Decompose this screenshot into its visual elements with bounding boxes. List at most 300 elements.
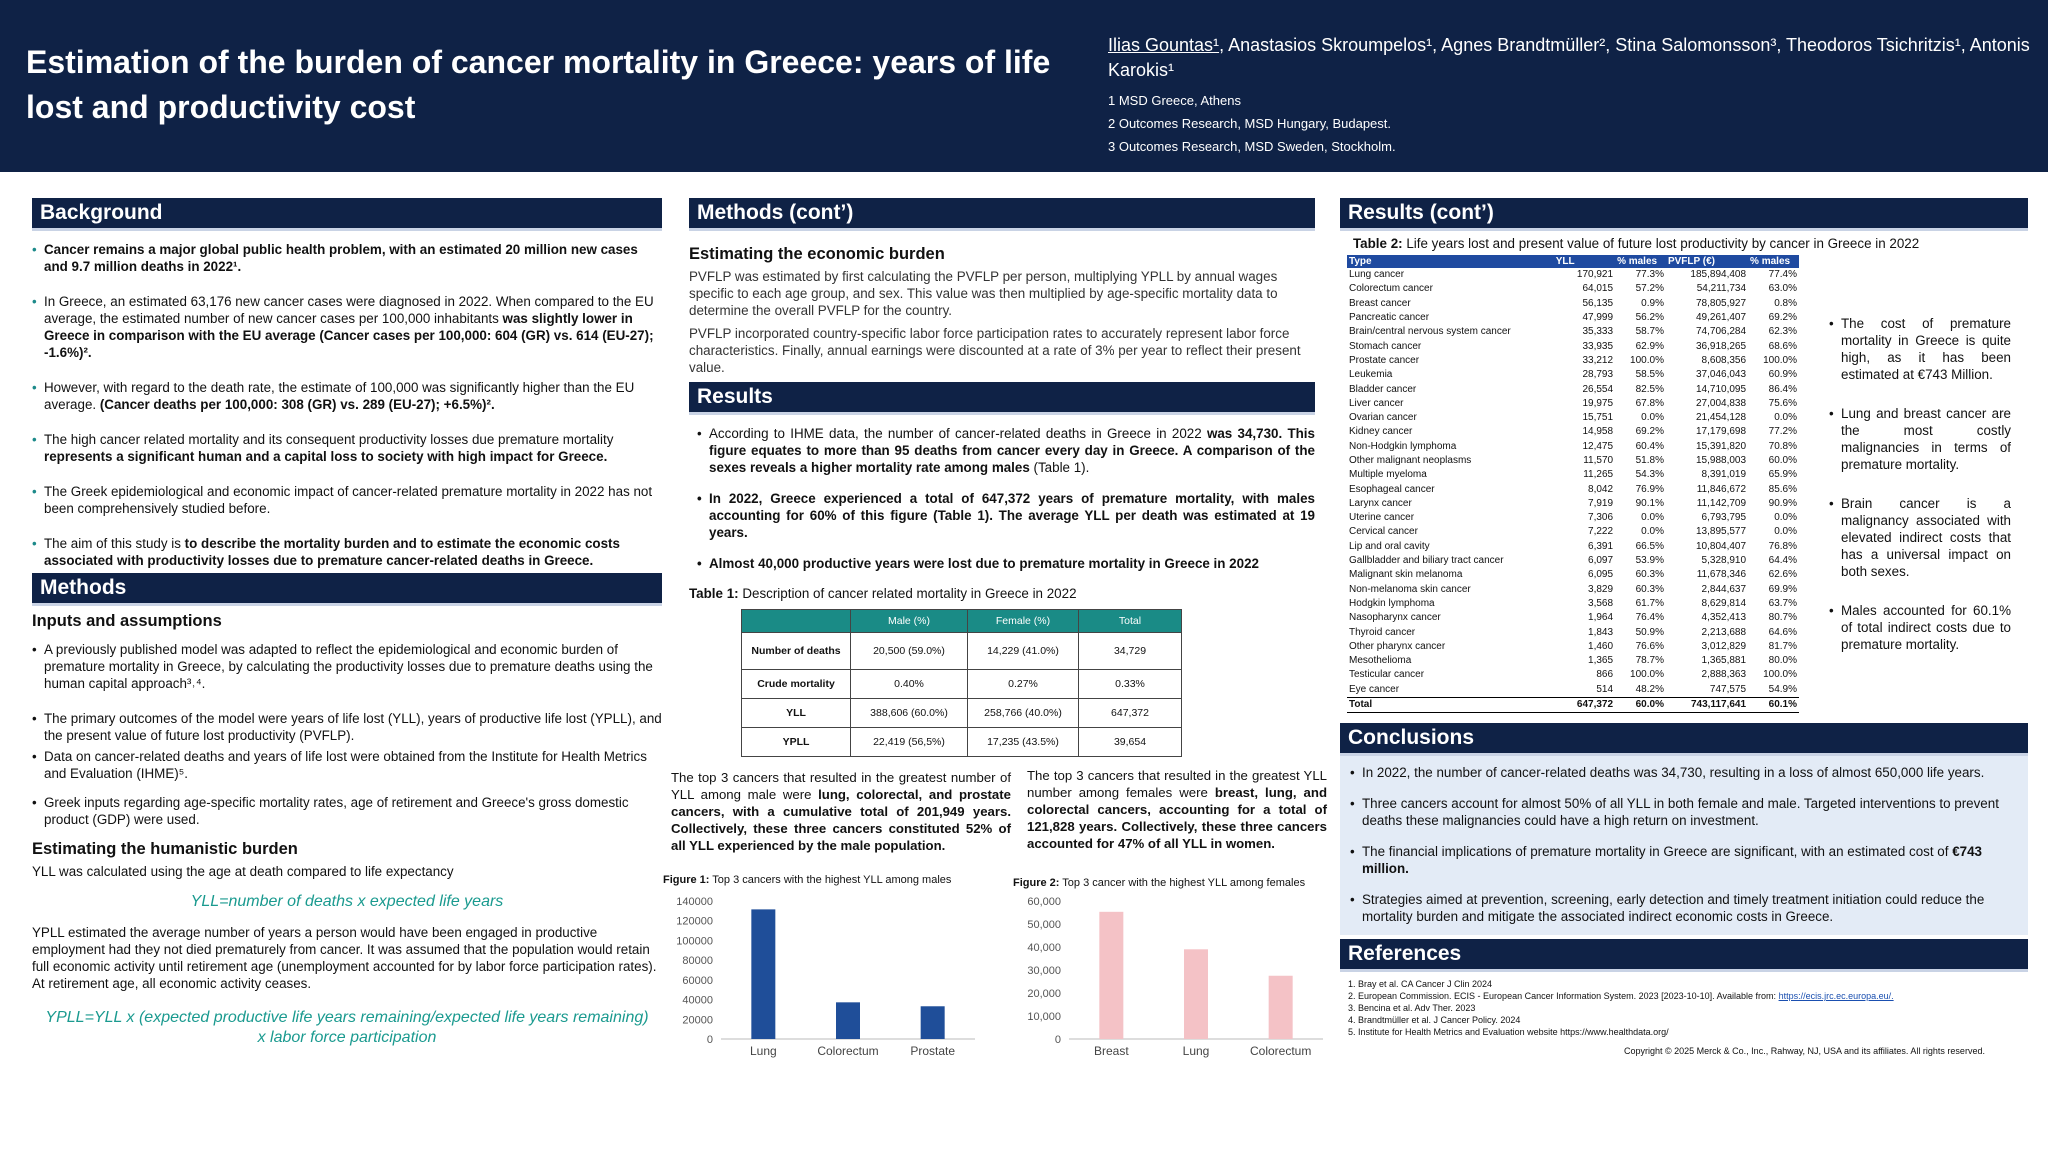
- table-cell: Malignant skin melanoma: [1349, 569, 1463, 581]
- table-row: [1347, 397, 1799, 411]
- y-tick-label: 0: [1054, 1034, 1061, 1046]
- list-item: • Males accounted for 60.1% of total indirect costs due to premature mortality.: [1841, 602, 2011, 653]
- figures-area: [663, 768, 1328, 1169]
- table-cell: 64,015: [1582, 283, 1614, 295]
- y-tick-label: 20000: [682, 1014, 713, 1027]
- table-cell: 60.9%: [1768, 369, 1797, 381]
- table-cell: 13,895,577: [1695, 526, 1747, 538]
- table-cell: 26,554: [1582, 383, 1614, 395]
- table-cell: 78,805,927: [1695, 297, 1747, 309]
- reference-item: 4. Brandtmüller et al. J Cancer Policy. 2024: [1358, 1014, 2028, 1026]
- table-cell: 47,999: [1582, 312, 1614, 324]
- table-cell: 37,046,043: [1695, 369, 1747, 381]
- table-cell: 19,975: [1582, 397, 1614, 409]
- table-cell: Lung cancer: [1349, 269, 1405, 281]
- table-cell: 100.0%: [1763, 669, 1797, 681]
- table1-header: Male (%): [851, 610, 968, 633]
- table-cell: 60.4%: [1635, 440, 1664, 452]
- table-cell: 17,179,698: [1695, 426, 1747, 438]
- table-cell: 80.7%: [1768, 612, 1797, 624]
- table-cell: 60.1%: [1748, 697, 1799, 712]
- references-list: [1340, 978, 2028, 1038]
- list-item: • Three cancers account for almost 50% of all YLL in both female and male. Targeted interventions to prevent deaths these malignancies could have a high return on investment.: [1362, 795, 2020, 829]
- first-author: Ilias Gountas¹: [1108, 35, 1220, 55]
- table-cell: 7,306: [1588, 512, 1614, 524]
- table1-header: Female (%): [968, 610, 1079, 633]
- table-cell: 77.4%: [1768, 269, 1797, 281]
- table-cell: 0.0%: [1774, 512, 1797, 524]
- methods-heading: Methods: [32, 573, 662, 606]
- y-tick-label: 100000: [676, 935, 713, 948]
- table-cell: 1,365: [1588, 655, 1614, 667]
- list-item: • The cost of premature mortality in Greece is quite high, as it has been estimated at €743 Million.: [1841, 315, 2011, 383]
- list-item: • According to IHME data, the number of cancer-related deaths in Greece in 2022 was 34,730. This figure equates to more than 95 deaths from cancer every day in Greece. A comparison of the sexes reveals a higher mortality rate among males (Table 1).: [709, 425, 1315, 476]
- table-cell: Cervical cancer: [1349, 526, 1418, 538]
- table-row: [1347, 354, 1799, 368]
- table2-header: YLL: [1554, 255, 1615, 268]
- list-item: • The primary outcomes of the model were years of life lost (YLL), years of productive life lost (YPLL), and the present value of future lost productivity (PVFLP).: [44, 710, 662, 744]
- table-cell: 51.8%: [1635, 455, 1664, 466]
- table-2: [1347, 255, 1799, 713]
- table-row: [1347, 311, 1799, 325]
- table2-header: PVFLP (€): [1666, 255, 1748, 268]
- y-tick-label: 80000: [682, 955, 713, 968]
- table-cell: 65.9%: [1768, 469, 1797, 481]
- methods-cont-heading: Methods (cont’): [689, 198, 1315, 231]
- table-cell: 7,222: [1588, 526, 1614, 538]
- table-row: [1347, 640, 1799, 654]
- table-cell: 54.3%: [1635, 469, 1664, 481]
- table-cell: 1,843: [1588, 626, 1614, 638]
- table-cell: 8,629,814: [1701, 597, 1747, 609]
- methods-list: [32, 641, 662, 828]
- table-row: [1347, 425, 1799, 439]
- results-cont-body: [1340, 255, 2028, 713]
- table-cell: 1,964: [1588, 612, 1614, 624]
- poster-title: Estimation of the burden of cancer mortality in Greece: years of life lost and productivity cost: [26, 44, 1051, 125]
- table-cell: 67.8%: [1635, 397, 1664, 409]
- y-tick-label: 30,000: [1027, 965, 1061, 977]
- table-cell: 62.9%: [1635, 340, 1664, 352]
- list-item: • In 2022, the number of cancer-related deaths was 34,730, resulting in a loss of almost 650,000 life years.: [1362, 764, 2020, 781]
- table-cell: Nasopharynx cancer: [1349, 612, 1441, 624]
- table-cell: 100.0%: [1763, 354, 1797, 366]
- table-row: [1347, 382, 1799, 396]
- table-cell: 63.0%: [1768, 283, 1797, 295]
- table-cell: Pancreatic cancer: [1349, 312, 1430, 324]
- table-cell: Lip and oral cavity: [1349, 540, 1430, 552]
- table-cell: 77.2%: [1768, 426, 1797, 438]
- table-cell: 62.3%: [1768, 326, 1797, 338]
- table-cell: 78.7%: [1635, 655, 1664, 667]
- table-cell: 8,608,356: [1701, 354, 1747, 366]
- affiliation-3: 3 Outcomes Research, MSD Sweden, Stockholm.: [1108, 139, 1396, 154]
- list-item: • Brain cancer is a malignancy associated with elevated indirect costs that has a universal impact on both sexes.: [1841, 495, 2011, 580]
- pvflp-paragraph-1: PVFLP was estimated by first calculating the PVFLP per person, multiplying YPLL by annual wages specific to each age group, and sex. This value was then multiplied by age-specific mortality data to determine the overall PVFLP for the country.: [689, 269, 1278, 318]
- x-tick-label: Colorectum: [1249, 1044, 1312, 1058]
- list-item: • A previously published model was adapted to reflect the epidemiological and economic burden of premature mortality in Greece, by calculating the productivity losses due to premature deaths using the human capital approach³˒⁴.: [44, 641, 662, 692]
- table-cell: Mesothelioma: [1349, 655, 1412, 667]
- list-item: • Data on cancer-related deaths and years of life lost were obtained from the Institute for Health Metrics and Evaluation (IHME)⁵.: [44, 748, 662, 782]
- table-cell: 54.9%: [1768, 683, 1797, 695]
- table-cell: 0.0%: [1774, 526, 1797, 538]
- table2-caption: Table 2: Life years lost and present value of future lost productivity by cancer in Greece in 2022: [1353, 236, 1920, 251]
- table-cell: 33,212: [1582, 354, 1614, 366]
- list-item: • Cancer remains a major global public health problem, with an estimated 20 million new cases and 9.7 million deaths in 2022¹.: [44, 241, 662, 275]
- table2-header: % males: [1748, 255, 1799, 268]
- list-item: • The aim of this study is to describe the mortality burden and to estimate the economic costs associated with productivity losses due to premature cancer-related deaths in Greece.: [44, 535, 662, 569]
- table-cell: 15,391,820: [1695, 440, 1747, 452]
- table1-header: Total: [1079, 610, 1182, 633]
- affiliation-1: 1 MSD Greece, Athens: [1108, 93, 1241, 108]
- table-cell: 90.1%: [1635, 497, 1664, 509]
- table-cell: 11,570: [1583, 455, 1614, 466]
- table-cell: 1,460: [1588, 640, 1614, 652]
- bar-colorectum: [836, 1002, 860, 1039]
- economic-subheading: Estimating the economic burden: [689, 245, 945, 263]
- copyright: Copyright © 2025 Merck & Co., Inc., Rahway, NJ, USA and its affiliates. All rights reserved.: [1624, 1046, 1985, 1056]
- table-cell: 2,844,637: [1701, 583, 1747, 595]
- table-cell: 11,846,672: [1696, 483, 1747, 495]
- table-row: YLL 388,606 (60.0%) 258,766 (40.0%) 647,372: [742, 699, 1182, 728]
- table-row: [1347, 297, 1799, 311]
- table-cell: Other malignant neoplasms: [1349, 455, 1472, 466]
- table-cell: 49,261,407: [1695, 312, 1747, 324]
- table-row: [1347, 454, 1799, 468]
- results-cont-heading: Results (cont’): [1340, 198, 2028, 231]
- table-row: [1347, 525, 1799, 539]
- ypll-formula: YPLL=YLL x (expected productive life years remaining/expected life years remaining) x labor force participation: [45, 1009, 649, 1046]
- list-item: • Greek inputs regarding age-specific mortality rates, age of retirement and Greece's gross domestic product (GDP) were used.: [44, 794, 662, 828]
- results-heading: Results: [689, 382, 1315, 415]
- table-cell: 514: [1596, 683, 1614, 695]
- table-cell: 0.0%: [1641, 526, 1664, 538]
- table-cell: 100.0%: [1630, 669, 1664, 681]
- table-cell: 60.0%: [1615, 697, 1666, 712]
- affiliation-2: 2 Outcomes Research, MSD Hungary, Budapest.: [1108, 116, 1391, 131]
- table-cell: Kidney cancer: [1349, 426, 1413, 438]
- table-row: [1347, 368, 1799, 382]
- table-row: Crude mortality 0.40% 0.27% 0.33%: [742, 670, 1182, 699]
- table-cell: 56.2%: [1635, 312, 1664, 324]
- table-cell: 747,575: [1709, 683, 1747, 695]
- y-tick-label: 60000: [682, 974, 713, 987]
- list-item: • The Greek epidemiological and economic impact of cancer-related premature mortality in 2022 has not been comprehensively studied before.: [44, 483, 662, 517]
- table-cell: 5,328,910: [1701, 555, 1747, 567]
- table-cell: 62.6%: [1768, 569, 1797, 581]
- table-cell: Multiple myeloma: [1349, 469, 1427, 481]
- table-cell: 6,391: [1588, 540, 1614, 552]
- table-cell: Colorectum cancer: [1349, 283, 1433, 295]
- table-cell: 3,568: [1588, 597, 1614, 609]
- table-cell: 12,475: [1582, 440, 1614, 452]
- table-cell: 647,372: [1554, 697, 1615, 712]
- table-cell: Eye cancer: [1349, 683, 1400, 695]
- table-row: Number of deaths 20,500 (59.0%) 14,229 (41.0%) 34,729: [742, 633, 1182, 670]
- reference-item: 1. Bray et al. CA Cancer J Clin 2024: [1358, 978, 2028, 990]
- table2-header: % males: [1615, 255, 1666, 268]
- list-item: • In Greece, an estimated 63,176 new cancer cases were diagnosed in 2022. When compared to the EU average, the estimated number of new cancer cases per 100,000 inhabitants was slightly lower in Greece in comparison with the EU average (Cancer cases per 100,000: 604 (GR) vs. 614 (EU-27); -1.6%)².: [44, 293, 662, 361]
- table-cell: 74,706,284: [1695, 326, 1747, 338]
- table-cell: 82.5%: [1635, 383, 1664, 395]
- table-cell: 21,454,128: [1695, 412, 1747, 424]
- results-side-list: [1827, 315, 2011, 667]
- table-cell: 28,793: [1582, 369, 1614, 381]
- table-cell: 61.7%: [1635, 597, 1664, 609]
- table-cell: 64.6%: [1768, 626, 1797, 638]
- table-cell: Non-melanoma skin cancer: [1349, 583, 1471, 595]
- table-cell: 0.8%: [1774, 297, 1797, 309]
- table-cell: 743,117,641: [1666, 697, 1748, 712]
- table-cell: Brain/central nervous system cancer: [1349, 326, 1511, 338]
- bar-lung: [751, 909, 775, 1039]
- inputs-subheading: Inputs and assumptions: [32, 612, 222, 630]
- table-cell: 70.8%: [1768, 440, 1797, 452]
- y-tick-label: 60,000: [1027, 896, 1061, 908]
- table-cell: 69.9%: [1768, 583, 1797, 595]
- table-row: [1347, 625, 1799, 639]
- results-list: [689, 425, 1315, 572]
- table-cell: Prostate cancer: [1349, 354, 1420, 366]
- table-cell: 50.9%: [1635, 626, 1664, 638]
- table-cell: 3,829: [1588, 583, 1614, 595]
- table-cell: 76.9%: [1635, 483, 1664, 495]
- table-cell: 66.5%: [1635, 540, 1664, 552]
- poster-header: [0, 0, 2048, 172]
- table-cell: 0.0%: [1641, 412, 1664, 424]
- table-cell: 11,265: [1583, 469, 1614, 481]
- table-cell: 0.0%: [1774, 412, 1797, 424]
- table-cell: Bladder cancer: [1349, 383, 1417, 395]
- figure-2-chart: [1011, 889, 1341, 1059]
- table-cell: Esophageal cancer: [1349, 483, 1435, 495]
- table-cell: 7,919: [1588, 497, 1614, 509]
- reference-item: 2. European Commission. ECIS - European Cancer Information System. 2023 [2023-10-10]. Available from: https://ecis.jrc.ec.europa.eu/.: [1358, 990, 2028, 1002]
- table-cell: 76.8%: [1768, 540, 1797, 552]
- table-cell: 80.0%: [1768, 655, 1797, 667]
- table-cell: 11,142,709: [1696, 497, 1747, 509]
- table-cell: Hodgkin lymphoma: [1349, 597, 1435, 609]
- table-cell: 6,793,795: [1701, 512, 1747, 524]
- figure1-caption: Figure 1: Top 3 cancers with the highest YLL among males: [663, 874, 952, 886]
- x-tick-label: Prostate: [910, 1044, 956, 1058]
- table-row: [1347, 597, 1799, 611]
- table-cell: 8,042: [1588, 483, 1614, 495]
- table-cell: 85.6%: [1768, 483, 1797, 495]
- table-cell: 6,097: [1588, 555, 1614, 567]
- table-cell: Leukemia: [1349, 369, 1393, 381]
- table-cell: 8,391,019: [1701, 469, 1747, 481]
- table-row: [1347, 583, 1799, 597]
- column-middle: [663, 198, 1328, 1169]
- list-item: • Almost 40,000 productive years were lost due to premature mortality in Greece in 2022: [709, 555, 1315, 572]
- table-cell: 170,921: [1576, 269, 1614, 281]
- y-tick-label: 40000: [682, 994, 713, 1007]
- table-cell: 64.4%: [1768, 555, 1797, 567]
- x-tick-label: Lung: [749, 1044, 777, 1058]
- conclusions-list: [1348, 764, 2020, 925]
- table-cell: 86.4%: [1768, 383, 1797, 395]
- table-total-row: [1347, 697, 1799, 712]
- figure-1-chart: [663, 889, 993, 1059]
- table-row: [1347, 468, 1799, 482]
- table-cell: 76.6%: [1635, 640, 1664, 652]
- table-row: [1347, 654, 1799, 668]
- table-cell: Total: [1347, 697, 1554, 712]
- table-cell: Testicular cancer: [1349, 669, 1425, 681]
- bar-breast: [1099, 912, 1123, 1039]
- other-authors: , Anastasios Skroumpelos¹, Agnes Brandtmüller², Stina Salomonsson³, Theodoros Tsichritzis¹, Antonis Karokis¹: [1108, 35, 2030, 80]
- background-heading: Background: [32, 198, 662, 231]
- table-cell: 90.9%: [1768, 497, 1797, 509]
- table-cell: Breast cancer: [1349, 297, 1411, 309]
- humanistic-subheading: Estimating the humanistic burden: [32, 840, 298, 858]
- table1-header: [742, 610, 851, 633]
- table-cell: 57.2%: [1635, 283, 1664, 295]
- table-row: [1347, 482, 1799, 496]
- table-cell: 15,988,003: [1695, 455, 1747, 466]
- y-tick-label: 0: [706, 1034, 713, 1046]
- reference-item: 5. Institute for Health Metrics and Evaluation website https://www.healthdata.org/: [1358, 1026, 2028, 1038]
- column-right: [1340, 198, 2028, 1056]
- table-row: [1347, 554, 1799, 568]
- table-cell: 6,095: [1588, 569, 1614, 581]
- table-row: [1347, 511, 1799, 525]
- table-row: [1347, 683, 1799, 698]
- references-heading: References: [1340, 939, 2028, 972]
- table-cell: 68.6%: [1768, 340, 1797, 352]
- table-cell: Liver cancer: [1349, 397, 1404, 409]
- table-cell: 54,211,734: [1696, 283, 1747, 295]
- list-item: • The financial implications of premature mortality in Greece are significant, with an estimated cost of €743 million.: [1362, 843, 2020, 877]
- table-cell: 60.0%: [1768, 455, 1797, 466]
- yll-description: YLL was calculated using the age at death compared to life expectancy: [32, 864, 454, 879]
- table-cell: 0.9%: [1641, 297, 1664, 309]
- table-cell: 75.6%: [1768, 397, 1797, 409]
- table-row: [1347, 282, 1799, 296]
- table-cell: 76.4%: [1635, 612, 1664, 624]
- male-summary: The top 3 cancers that resulted in the greatest number of YLL among male were lung, colorectal, and prostate cancers, with a cumulative total of 201,949 years. Collectively, these three cancers constituted 52% of all YLL experienced by the male population.: [671, 770, 1011, 853]
- table-cell: Stomach cancer: [1349, 340, 1422, 352]
- y-tick-label: 40,000: [1027, 942, 1061, 954]
- y-tick-label: 10,000: [1027, 1011, 1061, 1023]
- table-cell: Larynx cancer: [1349, 497, 1412, 509]
- table-cell: Gallbladder and biliary tract cancer: [1349, 555, 1504, 567]
- list-item: • Strategies aimed at prevention, screening, early detection and timely treatment initiation could reduce the mortality burden and mitigate the associated indirect economic costs in Greece.: [1362, 891, 2020, 925]
- table-cell: 69.2%: [1768, 312, 1797, 324]
- table-cell: 866: [1596, 669, 1614, 681]
- table-cell: 33,935: [1582, 340, 1614, 352]
- table-cell: 81.7%: [1768, 640, 1797, 652]
- table-cell: 56,135: [1582, 297, 1614, 309]
- table-row: [1347, 325, 1799, 339]
- table-cell: 77.3%: [1635, 269, 1664, 281]
- table-cell: 63.7%: [1768, 597, 1797, 609]
- table-row: [1347, 497, 1799, 511]
- table-cell: Thyroid cancer: [1349, 626, 1416, 638]
- table-row: YPLL 22,419 (56,5%) 17,235 (43.5%) 39,654: [742, 728, 1182, 757]
- ypll-description: YPLL estimated the average number of years a person would have been engaged in productive employment had they not died prematurely from cancer. It was assumed that the population would retain full economic activity until retirement age (unemployment accounted for by labor force participation rates). At retirement age, all economic activity ceases.: [32, 925, 657, 991]
- table-cell: 53.9%: [1635, 555, 1664, 567]
- table-cell: 48.2%: [1635, 683, 1664, 695]
- table-row: [1347, 268, 1799, 282]
- table-cell: 60.3%: [1635, 583, 1664, 595]
- table-row: [1347, 611, 1799, 625]
- list-item: • The high cancer related mortality and its consequent productivity losses due premature mortality represents a significant human and a capital loss to society with high impact for Greece.: [44, 431, 662, 465]
- bar-lung: [1184, 949, 1208, 1039]
- y-tick-label: 50,000: [1027, 919, 1061, 931]
- list-item: • Lung and breast cancer are the most costly malignancies in terms of premature mortality.: [1841, 405, 2011, 473]
- table-cell: 3,012,829: [1701, 640, 1747, 652]
- table-cell: 58.5%: [1635, 369, 1664, 381]
- author-list: [1108, 33, 2038, 83]
- column-left: [32, 198, 662, 1058]
- table-cell: 36,918,265: [1695, 340, 1747, 352]
- table-cell: 185,894,408: [1690, 269, 1747, 281]
- table-cell: Ovarian cancer: [1349, 412, 1417, 424]
- y-tick-label: 120000: [676, 915, 713, 928]
- conclusions-heading: Conclusions: [1340, 723, 2028, 756]
- ecis-link[interactable]: https://ecis.jrc.ec.europa.eu/.: [1778, 991, 1894, 1002]
- table-row: [1347, 568, 1799, 582]
- table-cell: 35,333: [1582, 326, 1614, 338]
- background-list: [32, 241, 662, 569]
- x-tick-label: Breast: [1093, 1044, 1129, 1058]
- table1-caption: Table 1: Description of cancer related mortality in Greece in 2022: [689, 586, 1077, 601]
- table-cell: 2,888,363: [1701, 669, 1747, 681]
- reference-item: 3. Bencina et al. Adv Ther. 2023: [1358, 1002, 2028, 1014]
- table-cell: 10,804,407: [1695, 540, 1747, 552]
- table-row: [1347, 668, 1799, 682]
- pvflp-paragraph-2: PVFLP incorporated country-specific labor force participation rates to accurately represent labor force characteristics. Finally, annual earnings were discounted at a rate of 3% per year to reflect their present value.: [689, 326, 1301, 375]
- bar-prostate: [921, 1006, 945, 1039]
- table-cell: 0.0%: [1641, 512, 1664, 524]
- table-cell: 60.3%: [1635, 569, 1664, 581]
- table-row: [1347, 339, 1799, 353]
- table-cell: 100.0%: [1630, 354, 1664, 366]
- table-cell: Other pharynx cancer: [1349, 640, 1446, 652]
- table-cell: 27,004,838: [1695, 397, 1747, 409]
- table-cell: 15,751: [1582, 412, 1614, 424]
- table-cell: Uterine cancer: [1349, 512, 1415, 524]
- table-cell: 1,365,881: [1701, 655, 1747, 667]
- y-tick-label: 140000: [676, 896, 713, 908]
- table-1: [741, 609, 1182, 757]
- table-row: [1347, 540, 1799, 554]
- table-cell: 14,710,095: [1695, 383, 1747, 395]
- table2-header: Type: [1347, 255, 1554, 268]
- y-tick-label: 20,000: [1027, 988, 1061, 1000]
- list-item: • However, with regard to the death rate, the estimate of 100,000 was significantly higher than the EU average. (Cancer deaths per 100,000: 308 (GR) vs. 289 (EU-27); +6.5%)².: [44, 379, 662, 413]
- conclusions-box: [1340, 756, 2028, 935]
- table-row: [1347, 440, 1799, 454]
- x-tick-label: Lung: [1182, 1044, 1210, 1058]
- figure2-caption: Figure 2: Top 3 cancer with the highest YLL among females: [1013, 877, 1306, 889]
- x-tick-label: Colorectum: [817, 1044, 879, 1058]
- table-cell: 2,213,688: [1701, 626, 1747, 638]
- list-item: • In 2022, Greece experienced a total of 647,372 years of premature mortality, with males accounting for 60% of this figure (Table 1). The average YLL per death was estimated at 19 years.: [709, 490, 1315, 541]
- female-summary: The top 3 cancers that resulted in the greatest YLL number among females were breast, lung, and colorectal cancers, accounting for a total of 121,828 years. Collectively, these three cancers accounted for 47% of all YLL in women.: [1027, 768, 1328, 851]
- table-cell: 14,958: [1582, 426, 1614, 438]
- table-cell: 4,352,413: [1701, 612, 1747, 624]
- table-cell: Non-Hodgkin lymphoma: [1349, 440, 1457, 452]
- table-cell: 58.7%: [1635, 326, 1664, 338]
- bar-colorectum: [1269, 976, 1293, 1039]
- yll-formula: YLL=number of deaths x expected life years: [190, 893, 504, 910]
- table-cell: 69.2%: [1635, 426, 1664, 438]
- table-row: [1347, 411, 1799, 425]
- table-cell: 11,678,346: [1696, 569, 1747, 581]
